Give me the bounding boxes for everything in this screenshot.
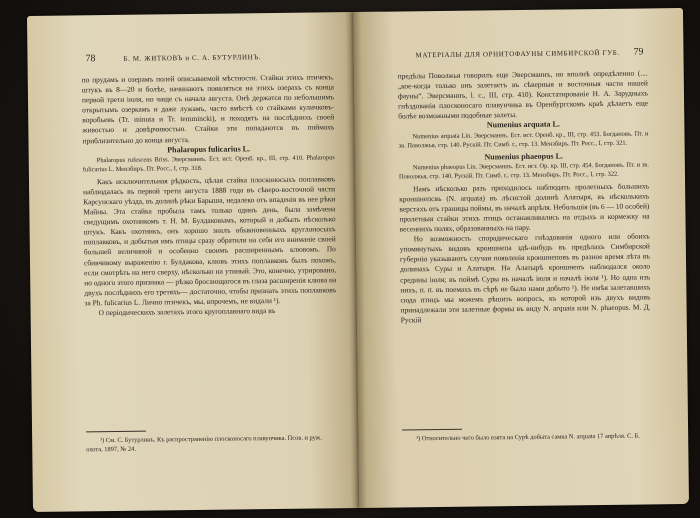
footnote: ¹) См. С. Бутурлинъ. Къ распространенію плосконосаго плавунчика. Псов. и руж. охота, 1897, № 24.: [86, 434, 322, 454]
page-number: 79: [633, 46, 644, 58]
right-page: [353, 8, 689, 508]
footnote-rule: [86, 431, 146, 433]
paragraph: предѣлы Поволжья говорилъ еще Эверсманнъ, но вполнѣ опредѣленно (....„кое-когда только онъ залетаетъ въ сѣверныя и восточныя части нашей фауны“. Эверсманнъ, l. c., III, стр. 410). Констатированіе Н. А. Зарудныхъ гнѣздованія плосконосаго плавунчика въ Оренбургскомъ краѣ дѣлаетъ еще болѣе возможными подобные залеты.: [397, 68, 649, 121]
running-head: Б. М. ЖИТКОВЪ и С. А. БУТУРЛИНЪ.: [123, 53, 262, 63]
species-heading: Phalaropus fulicarius L.: [167, 143, 251, 154]
running-head: МАТЕРІАЛЫ ДЛЯ ОРНИТОФАУНЫ СИМБИРСКОЙ ГУБ.: [415, 48, 620, 60]
left-page: [27, 12, 359, 512]
species-heading: Numenius arquata L.: [486, 119, 560, 130]
footnotes: [402, 426, 652, 446]
paragraph: О періодическихъ залетахъ этого кругоплавнаго вида въ: [98, 305, 276, 318]
species-reference: Numenius arquata Lin. Эверсманнъ. Ест. ист. Оренб. кр., III, стр. 453. Богдановъ. Пт. и зв. Поволжья, стр. 140. Рускій. Пт. Симб. г., стр. 13. Мензбиръ. Пт. Росс., I, стр. 321.: [398, 129, 649, 150]
paragraph: Какъ исключительная рѣдкость, цѣлая стайка плосконосыхъ поплавковъ наблюдалась въ первой трети августа 1888 года въ сѣверо-восточной части Карсунскаго уѣзда, въ долинѣ рѣки Барыша, недалеко отъ впаденія въ нее рѣки Майны. Эта стайка пробыла тамъ только одинъ день, была замѣчена сведущимъ охотникомъ т. Н. М. Булдаковымъ, который и добылъ нѣсколько штукъ. Какъ охотникъ, онъ хорошо зналъ обыкновенныхъ круглоносыхъ поплавковъ, и добытыя имъ птицы сразу обратили на себя его вниманіе своей большей величиной и особенно своимъ расширеннымъ клювомъ. По сбивчивому выраженію г. Булдакова, клювъ этихъ поплавковъ былъ похожъ, если смотрѣть на него сверху, нѣсколько на утиный. Это, конечно, утрировано, но одного этого признака — рѣзко бросающагося въ глаза расширенія клюва на двухъ послѣднихъ его третяхъ— достаточно, чтобы признать этихъ поплавковъ за Ph. fulicarius L. Лично птичекъ, мы, впрочемъ, не видали ¹).: [83, 174, 337, 308]
paragraph: Намъ нѣсколько разъ приходилось наблюдать пролетныхъ большихъ кроншнепсвъ (N. arquata) въ лѣсистой долинѣ Алатыря, въ нѣсколькихъ верстахъ отъ границы поймы, въ началѣ апрѣля. Небольшія (въ 6 — 10 особей) пролетныя стайки этихъ птицъ останавливались на отдыхъ и кормежку на весеннихъ полях, образованныхъ на пару.: [399, 181, 650, 234]
species-heading: Numenius phaeopus L.: [484, 151, 564, 162]
footnote: ¹) Относительно чего было взята на Сурѣ добыта самка N. arquata 17 апрѣля. С. Б.: [416, 432, 640, 443]
page-body: [82, 72, 337, 318]
species-reference: Phalaropus rufescens Briss. Эверсманнъ. Ест. ист. Оренб. кр., III, стр. 410. Phalaropus fulicarius L. Мензбиръ. Пт. Росс., I, стр. 318.: [82, 154, 335, 174]
paragraph: по прудамъ и озерамъ полей описываемой мѣстности. Стайки этихъ птичекъ, штукъ въ 8—20 и болѣе, начинаютъ появляться на этихъ озерахъ съ конца первой трети іюля, но чаще съ начала августа. Онѣ держатся по небольшимъ открытымъ озеркамъ и даже лужамъ, часто вмѣстѣ со стайками куличковъ-воробьевъ (Tr. minuta и Tr. temmincki), и походятъ на послѣднихъ своей живостью и довѣрчивостью. Стайки эти попадаются въ поймахъ приблизительно до конца августа.: [81, 72, 335, 145]
species-reference: Numenius phaeopus Lin. Эверсманнъ. Ест. ист. Ор. кр. III, стр. 454. Богдановъ. Пт. и зв. Поволжья, стр. 140. Рускій. Пт. Симб. г., стр. 13. Мензбиръ. Пт. Росс., I, стр. 322.: [398, 161, 649, 181]
page-body: [398, 68, 651, 325]
footnote-rule: [402, 429, 462, 431]
page-number: 78: [85, 53, 96, 65]
footnotes: [86, 428, 338, 457]
open-book: [27, 8, 688, 514]
paragraph: Но возможность спорадическаго гнѣздованія одного или обоихъ упомянутыхъ видовъ кроншнепа здѣ-нибудь въ предѣлахъ Симбирской губерніи указываютъ случаи появленія кроншнеповъ въ разное время лѣта въ долинахъ Суры и Алатыря. На Алатырѣ кроншнепъ наблюдался около средины іюля; въ поймѣ Суры въ началѣ іюля и началѣ іюля ¹). Но одна изъ нихъ, п. п. въ поемахъ въ сѣрѣ не было нами добыто ¹). Не имѣя залетавшихъ сюда птицъ мы можемъ рѣшить вопросъ, къ которой изъ двухъ видовъ принадлежали эти залетные формы въ виду N. arquata или N. phaeopus. М. Д. Рускій: [399, 231, 651, 325]
